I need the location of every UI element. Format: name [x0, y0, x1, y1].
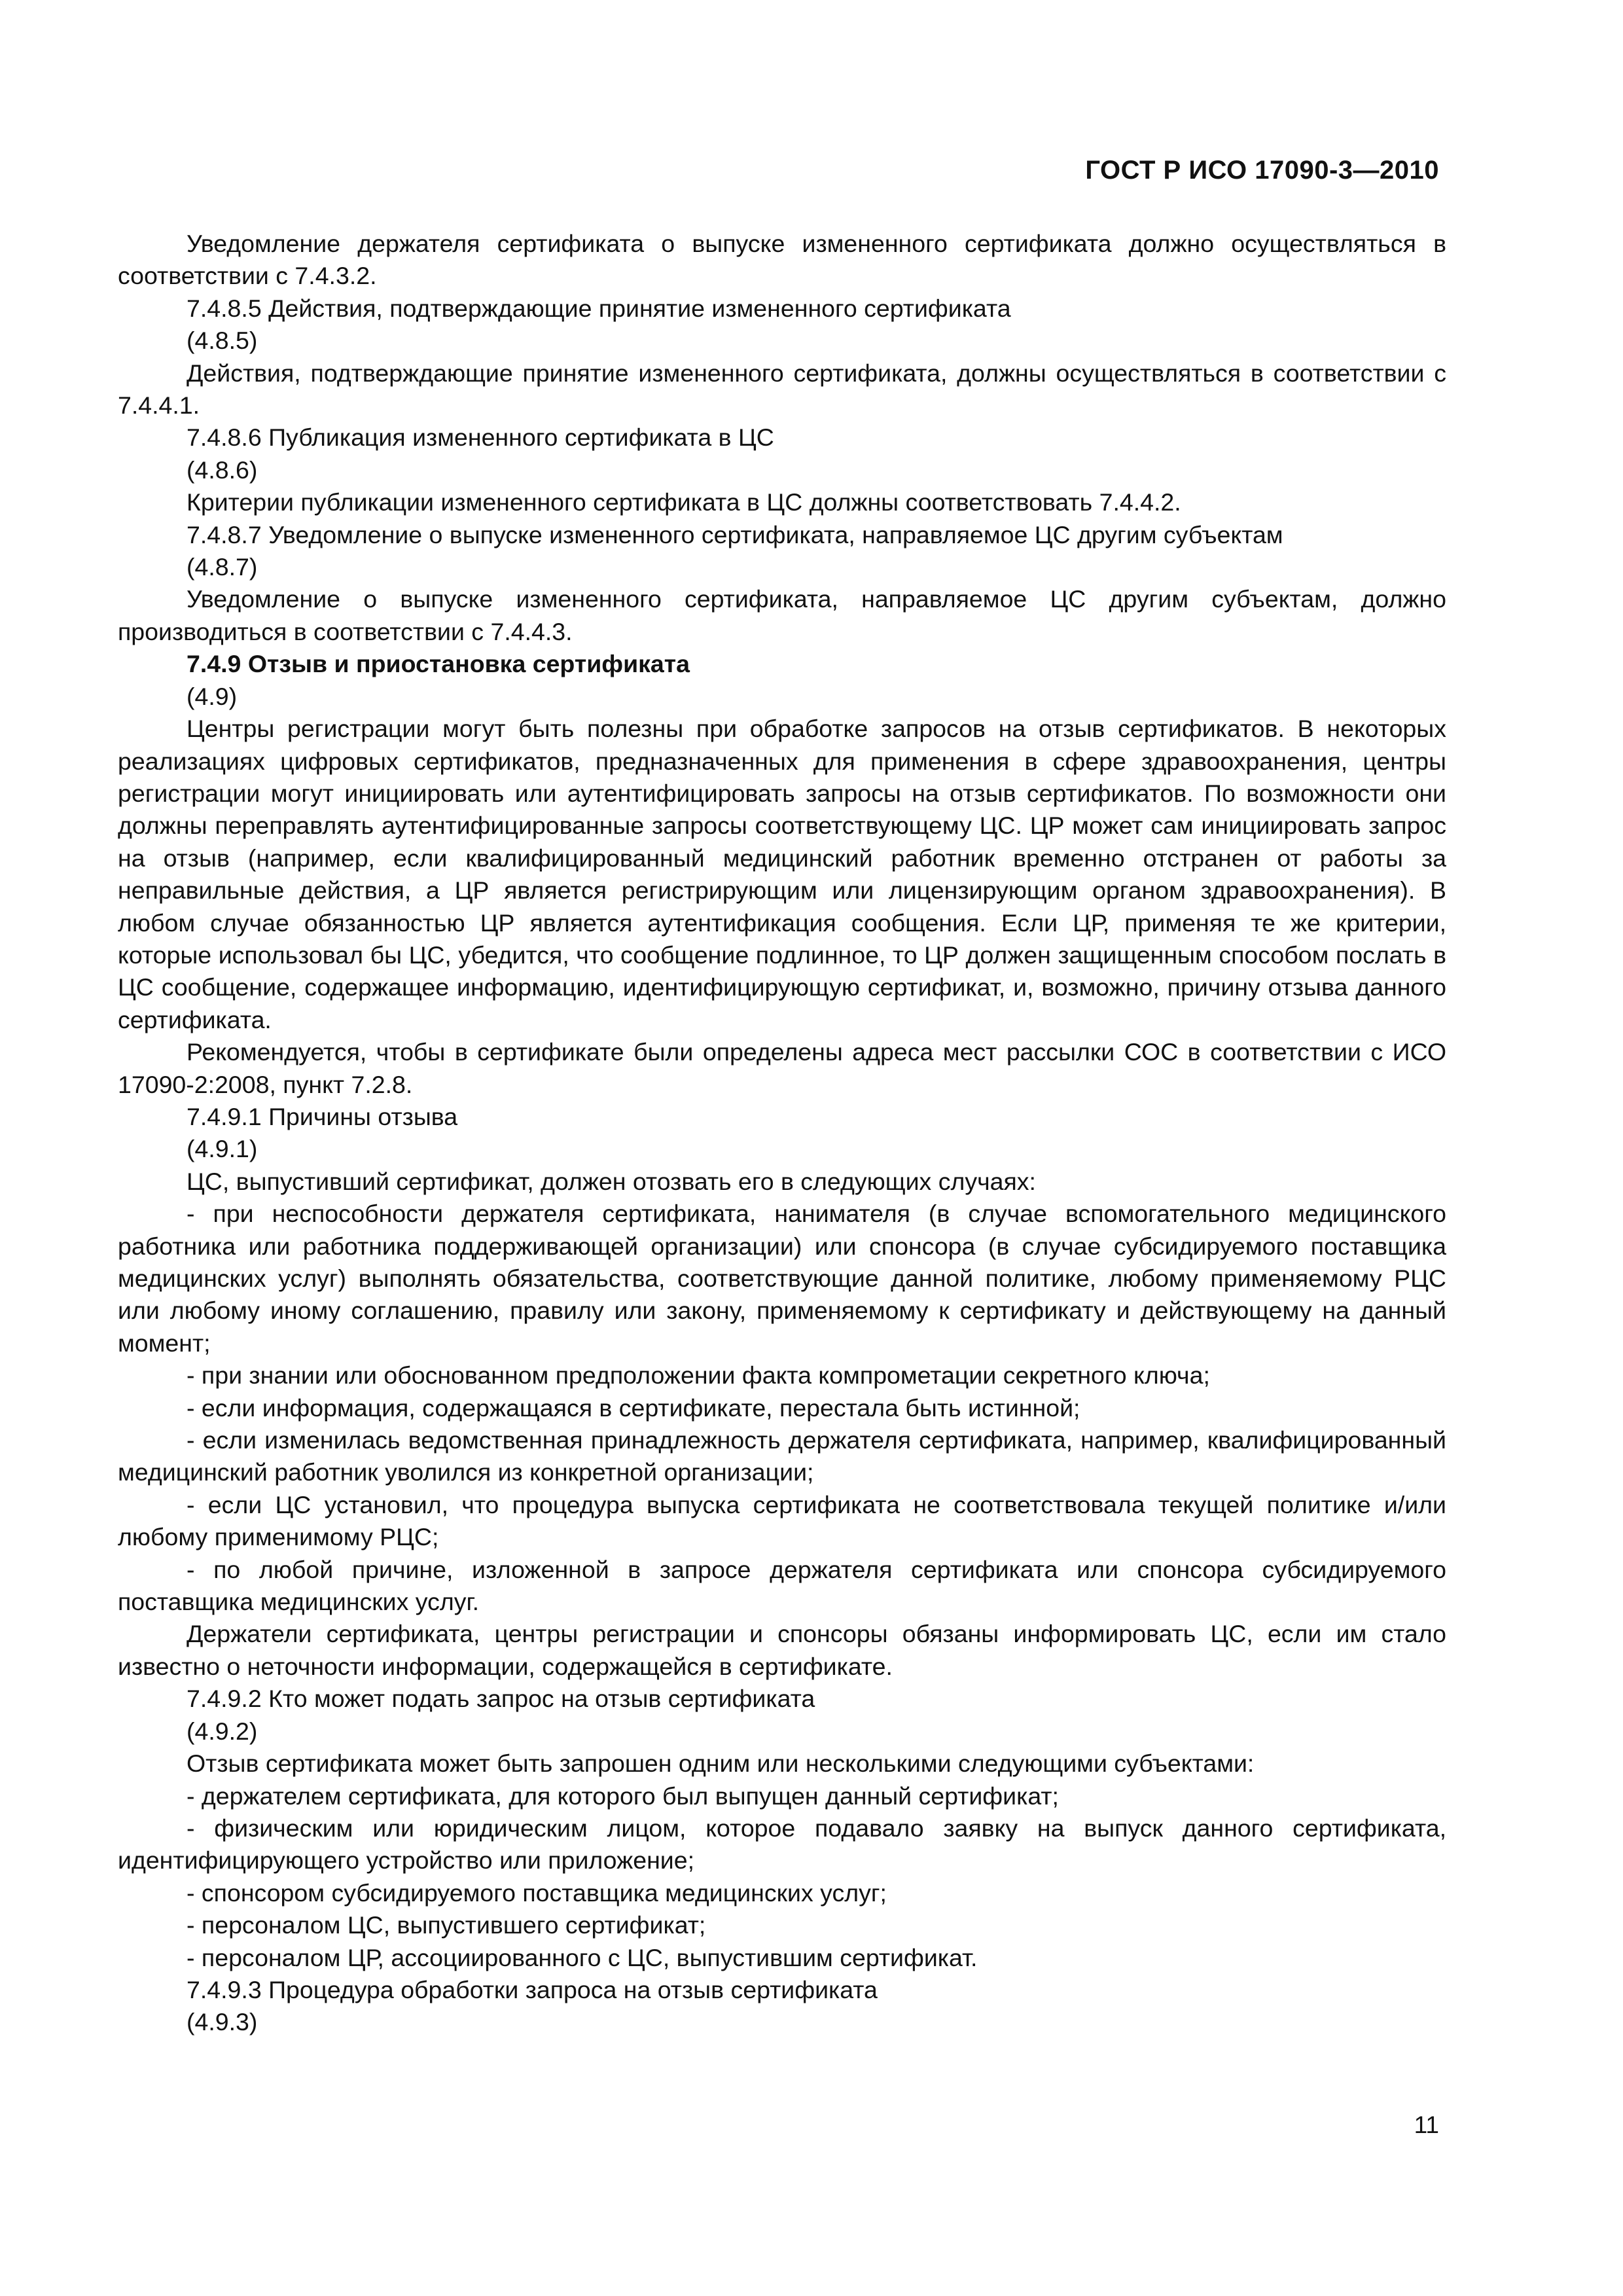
list-item: - спонсором субсидируемого поставщика медицинских услуг;: [187, 1878, 887, 1907]
list-item: - держателем сертификата, для которого был выпущен данный сертификат;: [187, 1782, 1059, 1810]
section-heading: 7.4.9.2 Кто может подать запрос на отзыв сертификата: [187, 1685, 815, 1713]
list-item: - при знании или обоснованном предположении факта компрометации секретного ключа;: [187, 1361, 1210, 1390]
section-heading: 7.4.8.6 Публикация измененного сертификата в ЦС: [187, 423, 774, 452]
paragraph: Рекомендуется, чтобы в сертификате были определены адреса мест рассылки СОС в соответствии с ИСО 17090-2:2008, пункт 7.2.8.: [118, 1038, 1446, 1098]
section-heading: 7.4.8.7 Уведомление о выпуске измененного сертификата, направляемое ЦС другим субъектам: [187, 520, 1283, 548]
list-item: - физическим или юридическим лицом, которое подавало заявку на выпуск данного сертификата, идентифицирующего устройство или приложение;: [118, 1814, 1446, 1874]
reference: (4.8.7): [187, 553, 258, 581]
reference: (4.9.1): [187, 1135, 258, 1163]
paragraph: Уведомление о выпуске измененного сертификата, направляемое ЦС другим субъектам, должно производиться в соответствии с 7.4.4.3.: [118, 585, 1446, 645]
paragraph: Уведомление держателя сертификата о выпуске измененного сертификата должно осуществляться в соответствии с 7.4.3.2.: [118, 230, 1446, 290]
reference: (4.8.6): [187, 456, 258, 484]
document-body: [118, 228, 1446, 2039]
list-item: - если ЦС установил, что процедура выпуска сертификата не соответствовала текущей политике и/или любому применимому РЦС;: [118, 1490, 1446, 1551]
section-heading: 7.4.9.3 Процедура обработки запроса на отзыв сертификата: [187, 1975, 878, 2003]
reference: (4.9.2): [187, 1717, 258, 1745]
reference: (4.9.3): [187, 2008, 258, 2036]
list-item: - по любой причине, изложенной в запросе держателя сертификата или спонсора субсидируемого поставщика медицинских услуг.: [118, 1555, 1446, 1616]
paragraph: Отзыв сертификата может быть запрошен одним или несколькими следующими субъектами:: [187, 1749, 1255, 1778]
paragraph: Держатели сертификата, центры регистрации и спонсоры обязаны информировать ЦС, если им стало известно о неточности информации, содержащейся в сертификате.: [118, 1620, 1446, 1680]
list-item: - персоналом ЦР, ассоциированного с ЦС, выпустившим сертификат.: [187, 1943, 978, 1971]
reference: (4.9): [187, 682, 238, 710]
list-item: - при неспособности держателя сертификата, нанимателя (в случае вспомогательного медицинского работника или работника поддерживающей организации) или спонсора (в случае субсидируемого поставщика медицинских услуг) выполнять обязательства, соответствующие данной политике, любому применяемому РЦС или любому иному соглашению, правилу или закону, применяемому к сертификату и действующему на данный момент;: [118, 1200, 1446, 1357]
list-item: - если информация, содержащаяся в сертификате, перестала быть истинной;: [187, 1393, 1080, 1422]
paragraph: Центры регистрации могут быть полезны при обработке запросов на отзыв сертификатов. В некоторых реализациях цифровых сертификатов, предназначенных для применения в сфере здравоохранения, центры регистрации могут инициировать или аутентифицировать запросы на отзыв сертификатов. По возможности они должны переправлять аутентифицированные запросы соответствующему ЦС. ЦР может сам инициировать запрос на отзыв (например, если квалифицированный медицинский работник временно отстранен от работы за неправильные действия, а ЦР является регистрирующим или лицензирующим органом здравоохранения). В любом случае обязанностью ЦР является аутентификация сообщения. Если ЦР, применяя те же критерии, которые использовал бы ЦС, убедится, что сообщение подлинное, то ЦР должен защищенным способом послать в ЦС сообщение, содержащее информацию, идентифицирующую сертификат, и, возможно, причину отзыва данного сертификата.: [118, 715, 1446, 1033]
standard-header: ГОСТ Р ИСО 17090-3—2010: [1085, 156, 1439, 185]
paragraph: Действия, подтверждающие принятие измененного сертификата, должны осуществляться в соответствии с 7.4.4.1.: [118, 359, 1446, 420]
reference: (4.8.5): [187, 327, 258, 355]
paragraph: Критерии публикации измененного сертификата в ЦС должны соответствовать 7.4.4.2.: [187, 488, 1181, 516]
section-heading-bold: 7.4.9 Отзыв и приостановка сертификата: [187, 650, 690, 678]
section-heading: 7.4.9.1 Причины отзыва: [187, 1102, 458, 1130]
list-item: - персоналом ЦС, выпустившего сертификат;: [187, 1911, 706, 1939]
section-heading: 7.4.8.5 Действия, подтверждающие принятие измененного сертификата: [187, 294, 1011, 322]
list-item: - если изменилась ведомственная принадлежность держателя сертификата, например, квалифицированный медицинский работник уволился из конкретной организации;: [118, 1426, 1446, 1486]
paragraph: ЦС, выпустивший сертификат, должен отозвать его в следующих случаях:: [187, 1167, 1036, 1195]
page-number: 11: [1414, 2111, 1439, 2138]
